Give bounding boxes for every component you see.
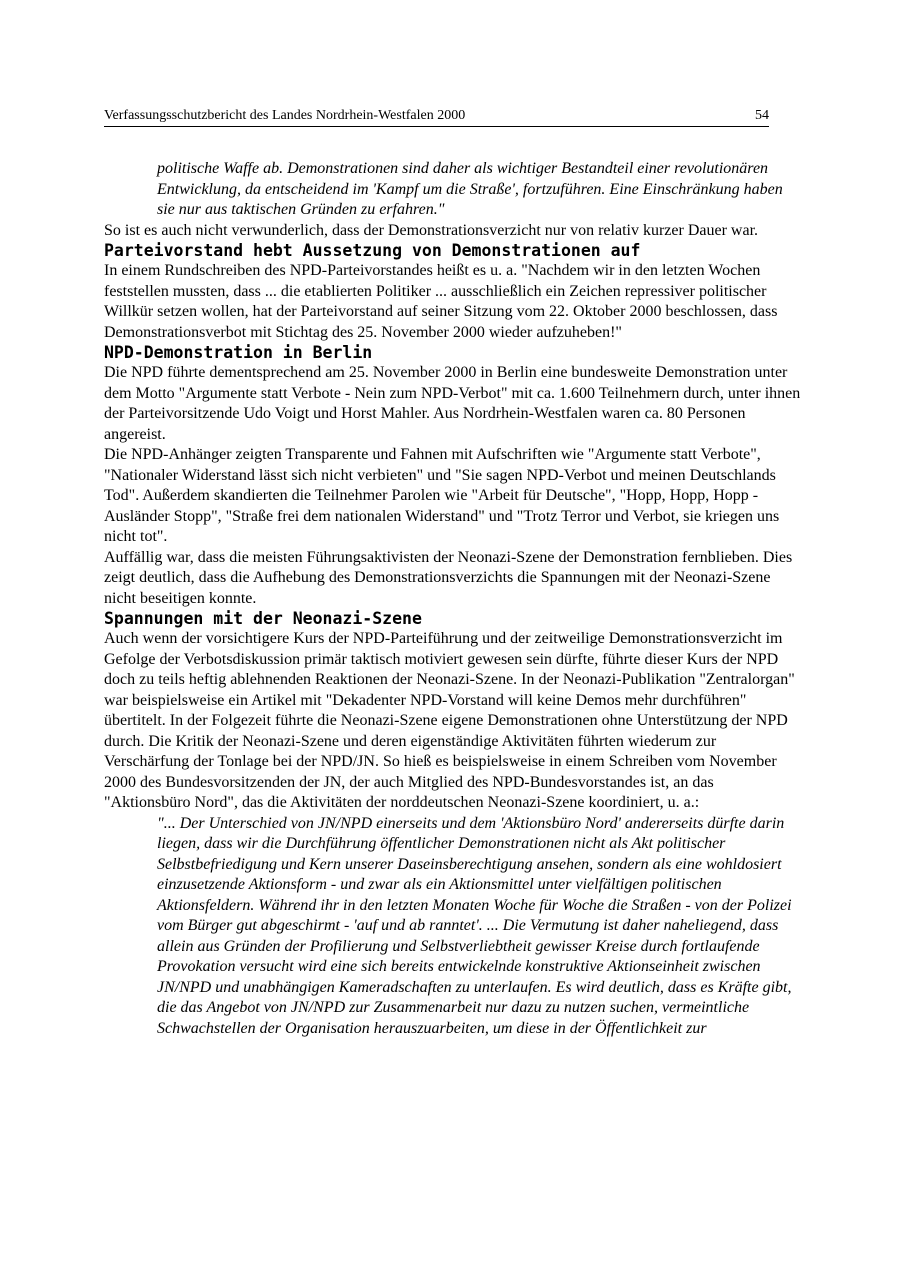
paragraph: Auch wenn der vorsichtigere Kurs der NPD-Parteiführung und der zeitweilige Demonstrationsverzicht im Gefolge der Verbotsdiskussion primär taktisch motiviert gewesen sein dürfte, führte dieser Kurs der NPD doch zu teils heftig ablehnenden Reaktionen der Neonazi-Szene. In der Neonazi-Publikation "Zentralorgan" war beispielsweise ein Artikel mit "Dekadenter NPD-Vorstand will keine Demos mehr durchführen" übertitelt. In der Folgezeit führte die Neonazi-Szene eigene Demonstrationen ohne Unterstützung der NPD durch. Die Kritik der Neonazi-Szene und deren eigenständige Aktivitäten führten wiederum zur Verschärfung der Tonlage bei der NPD/JN. So hieß es beispielsweise in einem Schreiben vom November 2000 des Bundesvorsitzenden der JN, der auch Mitglied des NPD-Bundesvorstandes ist, an das "Aktionsbüro Nord", das die Aktivitäten der norddeutschen Neonazi-Szene koordiniert, u. a.:: [104, 630, 795, 811]
section-heading: Parteivorstand hebt Aussetzung von Demonstrationen auf: [104, 241, 641, 260]
block-quote: "... Der Unterschied von JN/NPD einerseits und dem 'Aktionsbüro Nord' andererseits dürfte darin liegen, dass wir die Durchführung öffentlicher Demonstrationen nicht als Akt politischer Selbstbefriedigung und Kern unserer Daseinsberechtigung ansehen, sondern als eine wohldosiert einzusetzende Aktionsform - und zwar als ein Aktionsmittel unter vielfältigen politischen Aktionsfeldern. Während ihr in den letzten Monaten Woche für Woche die Straßen - von der Polizei vom Bürger gut abgeschirmt - 'auf und ab ranntet'. ... Die Vermutung ist daher naheliegend, dass allein aus Gründen der Profilierung und Selbstverliebtheit gewisser Kreise durch fortlaufende Provokation versucht wird eine sich bereits entwickelnde konstruktive Aktionseinheit zwischen JN/NPD und unabhängigen Kameradschaften zu unterlaufen. Es wird deutlich, dass es Kräfte gibt, die das Angebot von JN/NPD zur Zusammenarbeit nur dazu zu nutzen suchen, vermeintliche Schwachstellen der Organisation herauszuarbeiten, um diese in der Öffentlichkeit zur: [157, 814, 792, 1037]
page-content: [104, 159, 804, 1039]
paragraph: Die NPD führte dementsprechend am 25. November 2000 in Berlin eine bundesweite Demonstration unter dem Motto "Argumente statt Verbote - Nein zum NPD-Verbot" mit ca. 1.600 Teilnehmern durch, unter ihnen der Parteivorsitzende Udo Voigt und Horst Mahler. Aus Nordrhein-Westfalen waren ca. 80 Personen angereist.: [104, 364, 801, 443]
paragraph: Auffällig war, dass die meisten Führungsaktivisten der Neonazi-Szene der Demonstration fernblieben. Dies zeigt deutlich, dass die Aufhebung des Demonstrationsverzichts die Spannungen mit der Neonazi-Szene nicht beseitigen konnte.: [104, 548, 793, 607]
paragraph: In einem Rundschreiben des NPD-Parteivorstandes heißt es u. a. "Nachdem wir in den letzten Wochen feststellen mussten, dass ... die etablierten Politiker ... ausschließlich ein Zeichen repressiver politischer Willkür setzen wollen, hat der Parteivorstand auf seiner Sitzung vom 22. Oktober 2000 beschlossen, dass Demonstrationsverbot mit Stichtag des 25. November 2000 wieder aufzuheben!": [104, 262, 778, 341]
paragraph: So ist es auch nicht verwunderlich, dass der Demonstrationsverzicht nur von relativ kurzer Dauer war.: [104, 221, 759, 239]
block-quote: politische Waffe ab. Demonstrationen sind daher als wichtiger Bestandteil einer revolutionären Entwicklung, da entscheidend im 'Kampf um die Straße', fortzuführen. Eine Einschränkung haben sie nur aus taktischen Gründen zu erfahren.": [157, 160, 783, 218]
section-heading: NPD-Demonstration in Berlin: [104, 343, 373, 362]
section-heading: Spannungen mit der Neonazi-Szene: [104, 609, 422, 628]
header-title: Verfassungsschutzbericht des Landes Nordrhein-Westfalen 2000: [104, 108, 466, 123]
page-header: [104, 107, 769, 127]
page-number: 54: [755, 108, 769, 123]
paragraph: Die NPD-Anhänger zeigten Transparente und Fahnen mit Aufschriften wie "Argumente statt Verbote", "Nationaler Widerstand lässt sich nicht verbieten" und "Sie sagen NPD-Verbot und meinen Deutschlands Tod". Außerdem skandierten die Teilnehmer Parolen wie "Arbeit für Deutsche", "Hopp, Hopp, Hopp - Ausländer Stopp", "Straße frei dem nationalen Widerstand" und "Trotz Terror und Verbot, sie kriegen uns nicht tot".: [104, 446, 780, 545]
